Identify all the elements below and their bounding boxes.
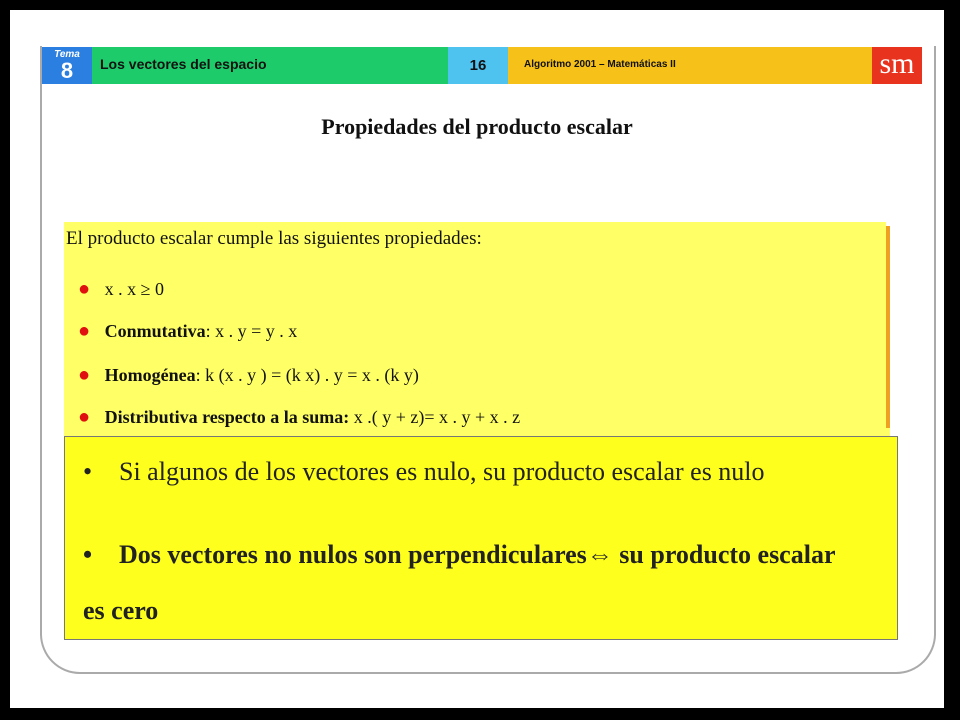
bullet-icon: ●	[78, 406, 91, 428]
tema-badge	[42, 47, 92, 84]
property-3-formula: k (x . y ) = (k x) . y = x . (k y)	[205, 365, 419, 385]
overlay-box	[64, 436, 898, 640]
property-3: ● Homogénea: k (x . y ) = (k x) . y = x . (k y)	[78, 364, 419, 386]
book-title: Algoritmo 2001 – Matemáticas II	[524, 59, 676, 70]
property-4	[78, 406, 520, 429]
publisher-logo: sm	[872, 47, 922, 84]
bullet-icon: •	[83, 457, 93, 486]
property-2-name: Conmutativa	[104, 321, 206, 341]
book-banner	[508, 47, 872, 84]
overlay-bullet-1-text: Si algunos de los vectores es nulo, su producto escalar es nulo	[119, 457, 765, 486]
property-1	[78, 278, 164, 301]
overlay-bullet-1	[83, 455, 863, 489]
page-number: 16	[448, 47, 508, 84]
tema-label: Tema	[54, 49, 80, 60]
property-4-formula: x .( y + z)= x . y + x . z	[353, 407, 521, 427]
properties-box	[64, 222, 886, 437]
overlay-bullet-2	[83, 527, 863, 639]
bullet-icon: ●	[78, 364, 91, 386]
section-title: Los vectores del espacio	[100, 56, 267, 72]
slide	[10, 10, 944, 708]
tema-number: 8	[60, 58, 74, 83]
property-4-name: Distributiva respecto a la suma:	[104, 407, 350, 427]
slide-title: Propiedades del producto escalar	[321, 114, 633, 139]
overlay-bullet-2-text: Dos vectores no nulos son perpendiculares⇔ su producto escalar es cero	[83, 540, 836, 625]
properties-intro: El producto escalar cumple las siguientes propiedades:	[66, 228, 482, 249]
bullet-icon: ●	[78, 278, 91, 300]
section-banner	[92, 47, 448, 84]
property-2: ● Conmutativa: x . y = y . x	[78, 320, 298, 342]
property-2-formula: x . y = y . x	[215, 321, 298, 341]
bullet-icon: •	[83, 540, 93, 569]
property-1-formula: x . x ≥ 0	[104, 279, 164, 299]
property-3-name: Homogénea	[104, 365, 196, 385]
bullet-icon: ●	[78, 320, 91, 342]
